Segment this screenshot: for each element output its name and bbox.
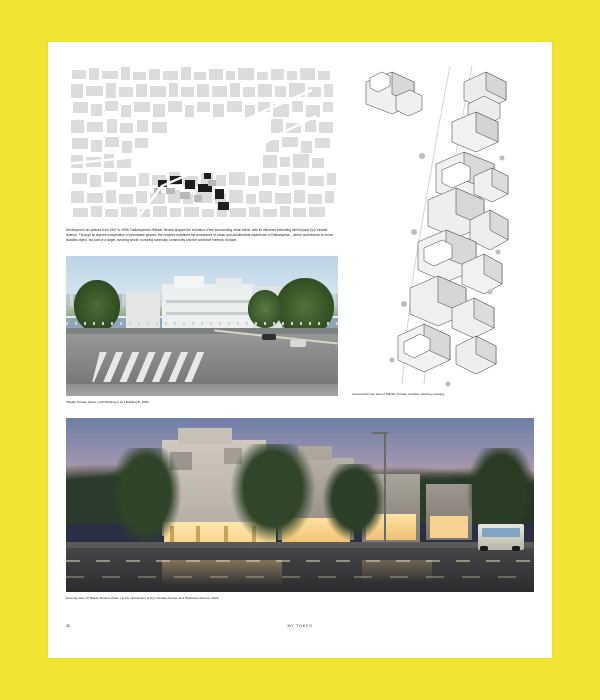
evening-photograph: [66, 418, 534, 592]
street-photograph: [66, 256, 338, 396]
axonometric-caption: Axonometric site plan of Hillside Terrace complex showing massing.: [352, 392, 445, 396]
evening-photo-caption: Evening view of Hillside Terrace phase I at the intersection of Kyū Yamate Avenue and Hachiman Avenue, 2024.: [66, 596, 220, 600]
top-figure-row: [66, 60, 534, 404]
book-page: [48, 42, 552, 658]
running-head: MY TOKYO: [287, 624, 313, 628]
axonometric-figure: [352, 60, 534, 388]
page-content: [66, 60, 534, 640]
site-plan-figure: [66, 60, 338, 220]
page-footer: [66, 624, 534, 628]
site-plan-drawing: [66, 60, 338, 220]
intro-paragraph: Developed in six phases from 1967 to 1998, Daikanyama's Hillside Terrace shaped the evolution of the surrounding urban fabric, with its influence extending well beyond Kyū Yamate Avenue. Through its layered composition of permeable spaces, the complex redefined the boundaries of urban and architectural experience in Daikanyama – where architecture is not an isolated object, but part of a larger, evolving whole, nurturing continuity, community and the collective memory of place.: [66, 228, 334, 242]
axonometric-drawing: [352, 60, 534, 388]
street-photo-caption: Hillside Terrace phase I with Building A and Building B, 1969.: [66, 400, 150, 404]
folio-number: 30: [66, 624, 70, 628]
